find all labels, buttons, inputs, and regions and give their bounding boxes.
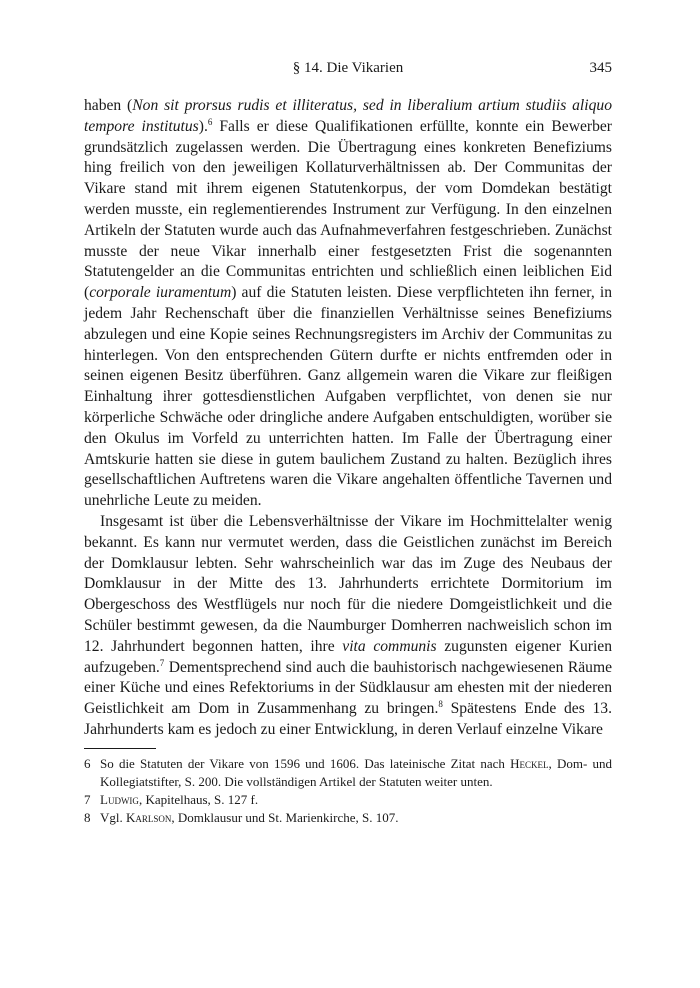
footnote-separator [84, 748, 156, 749]
author-name: Ludwig [100, 791, 139, 807]
text-run: Insgesamt ist über die Lebensverhältnisse der Vikare im Hochmittelalter wenig bekannt. Es kann nur vermutet werden, dass die Geistlichen zunächst im Bereich der Domklausur lebten. Sehr wahrscheinlich war das im Zuge des Neubaus der Domklausur in der Mitte des 13. Jahrhunderts errichtete Dormitorium im Obergeschoss des Westflügels nur noch für die niedere Domgeistlichkeit und die Schüler bestimmt gewesen, da die Naumburger Domherren nachweislich schon im 12. Jahrhundert begonnen hatten, ihre [84, 512, 612, 655]
footnote-8 [84, 809, 612, 827]
footnote-number: 6 [84, 755, 91, 771]
text-run: So die Statuten der Vikare von 1596 und 1606. Das lateinische Zitat nach [100, 755, 511, 771]
paragraph [84, 512, 612, 741]
latin-quotation: Non sit prorsus rudis et illiteratus, sed in liberalium artium studiis aliquo tempore institutus [84, 97, 612, 135]
paragraph [84, 96, 612, 512]
author-name: Heckel [510, 755, 549, 771]
author-name: Karlson [126, 809, 172, 825]
footnote-number: 8 [84, 809, 91, 825]
body-text [84, 96, 612, 741]
text-run: Spätestens Ende des 13. Jahrhunderts kam es jedoch zu einer Entwicklung, in deren Verlauf einzelne Vikare [84, 700, 613, 738]
latin-term: vita communis [342, 637, 437, 655]
chapter-heading: § 14. Die Vikarien [292, 60, 404, 76]
text-run: ) auf die Statuten leisten. Diese verpflichteten ihn ferner, in jedem Jahr Rechenschaft über die finanziellen Verhältnisse seines Benefiziums abzulegen und eine Kopie seines Rechnungsregisters im Archiv der Communitas zu hinterlegen. Von den entsprechenden Gütern durfte er nichts entfremden oder in seinen eigenen Besitz überführen. Ganz allgemein waren die Vikare zur fleißigen Einhaltung ihrer gottesdienstlichen Aufgaben verpflichtet, von denen sie nur körperliche Schwäche oder dringliche andere Aufgaben entschuldigten, worüber sie den Okulus im Vorfeld zu unterrichten hatten. Im Falle der Übertragung einer Amtskurie hatten sie diese in gutem baulichem Zustand zu halten. Bezüglich ihres gesellschaftlichen Auftretens waren die Vikare angehalten öffentliche Tavernen und unehrliche Leute zu meiden. [84, 284, 613, 510]
text-run: haben ( [84, 97, 133, 114]
footnote-text [100, 755, 612, 791]
footnote-number: 7 [84, 791, 91, 807]
text-run: , Dom- und Kollegiatstifter, S. 200. Die vollständigen Artikel der Statuten weiter unten. [100, 755, 612, 789]
text-run: , Domklausur und St. Marienkirche, S. 107. [171, 809, 399, 825]
footnote-7 [84, 791, 612, 809]
text-run: ). [198, 117, 208, 135]
text-run: , Kapitelhaus, S. 127 f. [138, 791, 259, 807]
footnotes [84, 755, 612, 827]
text-run: Vgl. [100, 809, 126, 825]
page-number: 345 [589, 60, 612, 76]
footnote-6 [84, 755, 612, 791]
footnote-text [100, 791, 612, 809]
text-run: Falls er diese Qualifikationen erfüllte, konnte ein Bewerber grundsätzlich zugelassen werden. Die Übertragung eines konkreten Benefiziums hing freilich von den jeweiligen Kollaturverhältnissen ab. Der Communitas der Vikare stand mit ihrem eigenen Statutenkorpus, der vom Domdekan bestätigt werden musste, ein reglementierendes Instrument zur Verfügung. In den einzelnen Artikeln der Statuten wurde auch das Aufnahmeverfahren festgeschrieben. Zunächst musste der neue Vikar innerhalb einer festgesetzten Frist die sogenannten Statutengelder an die Communitas entrichten und schließlich einen leiblichen Eid ( [84, 117, 612, 302]
latin-term: corporale iuramentum [89, 284, 232, 302]
footnote-ref-8[interactable]: 8 [438, 698, 443, 709]
running-head [84, 60, 612, 82]
text-run: zugunsten eigener Kurien aufzugeben. [84, 637, 612, 676]
footnote-text [100, 809, 612, 827]
book-page [84, 60, 612, 827]
footnote-ref-7[interactable]: 7 [159, 657, 165, 668]
text-run: Dementsprechend sind auch die bauhistorisch nachgewiesenen Räume einer Küche und eines Refektoriums in der Südklausur am ehesten mit der niederen Geistlichkeit am Dom in Zusammenhang zu bringen. [84, 658, 612, 718]
footnote-ref-6[interactable]: 6 [207, 116, 213, 127]
